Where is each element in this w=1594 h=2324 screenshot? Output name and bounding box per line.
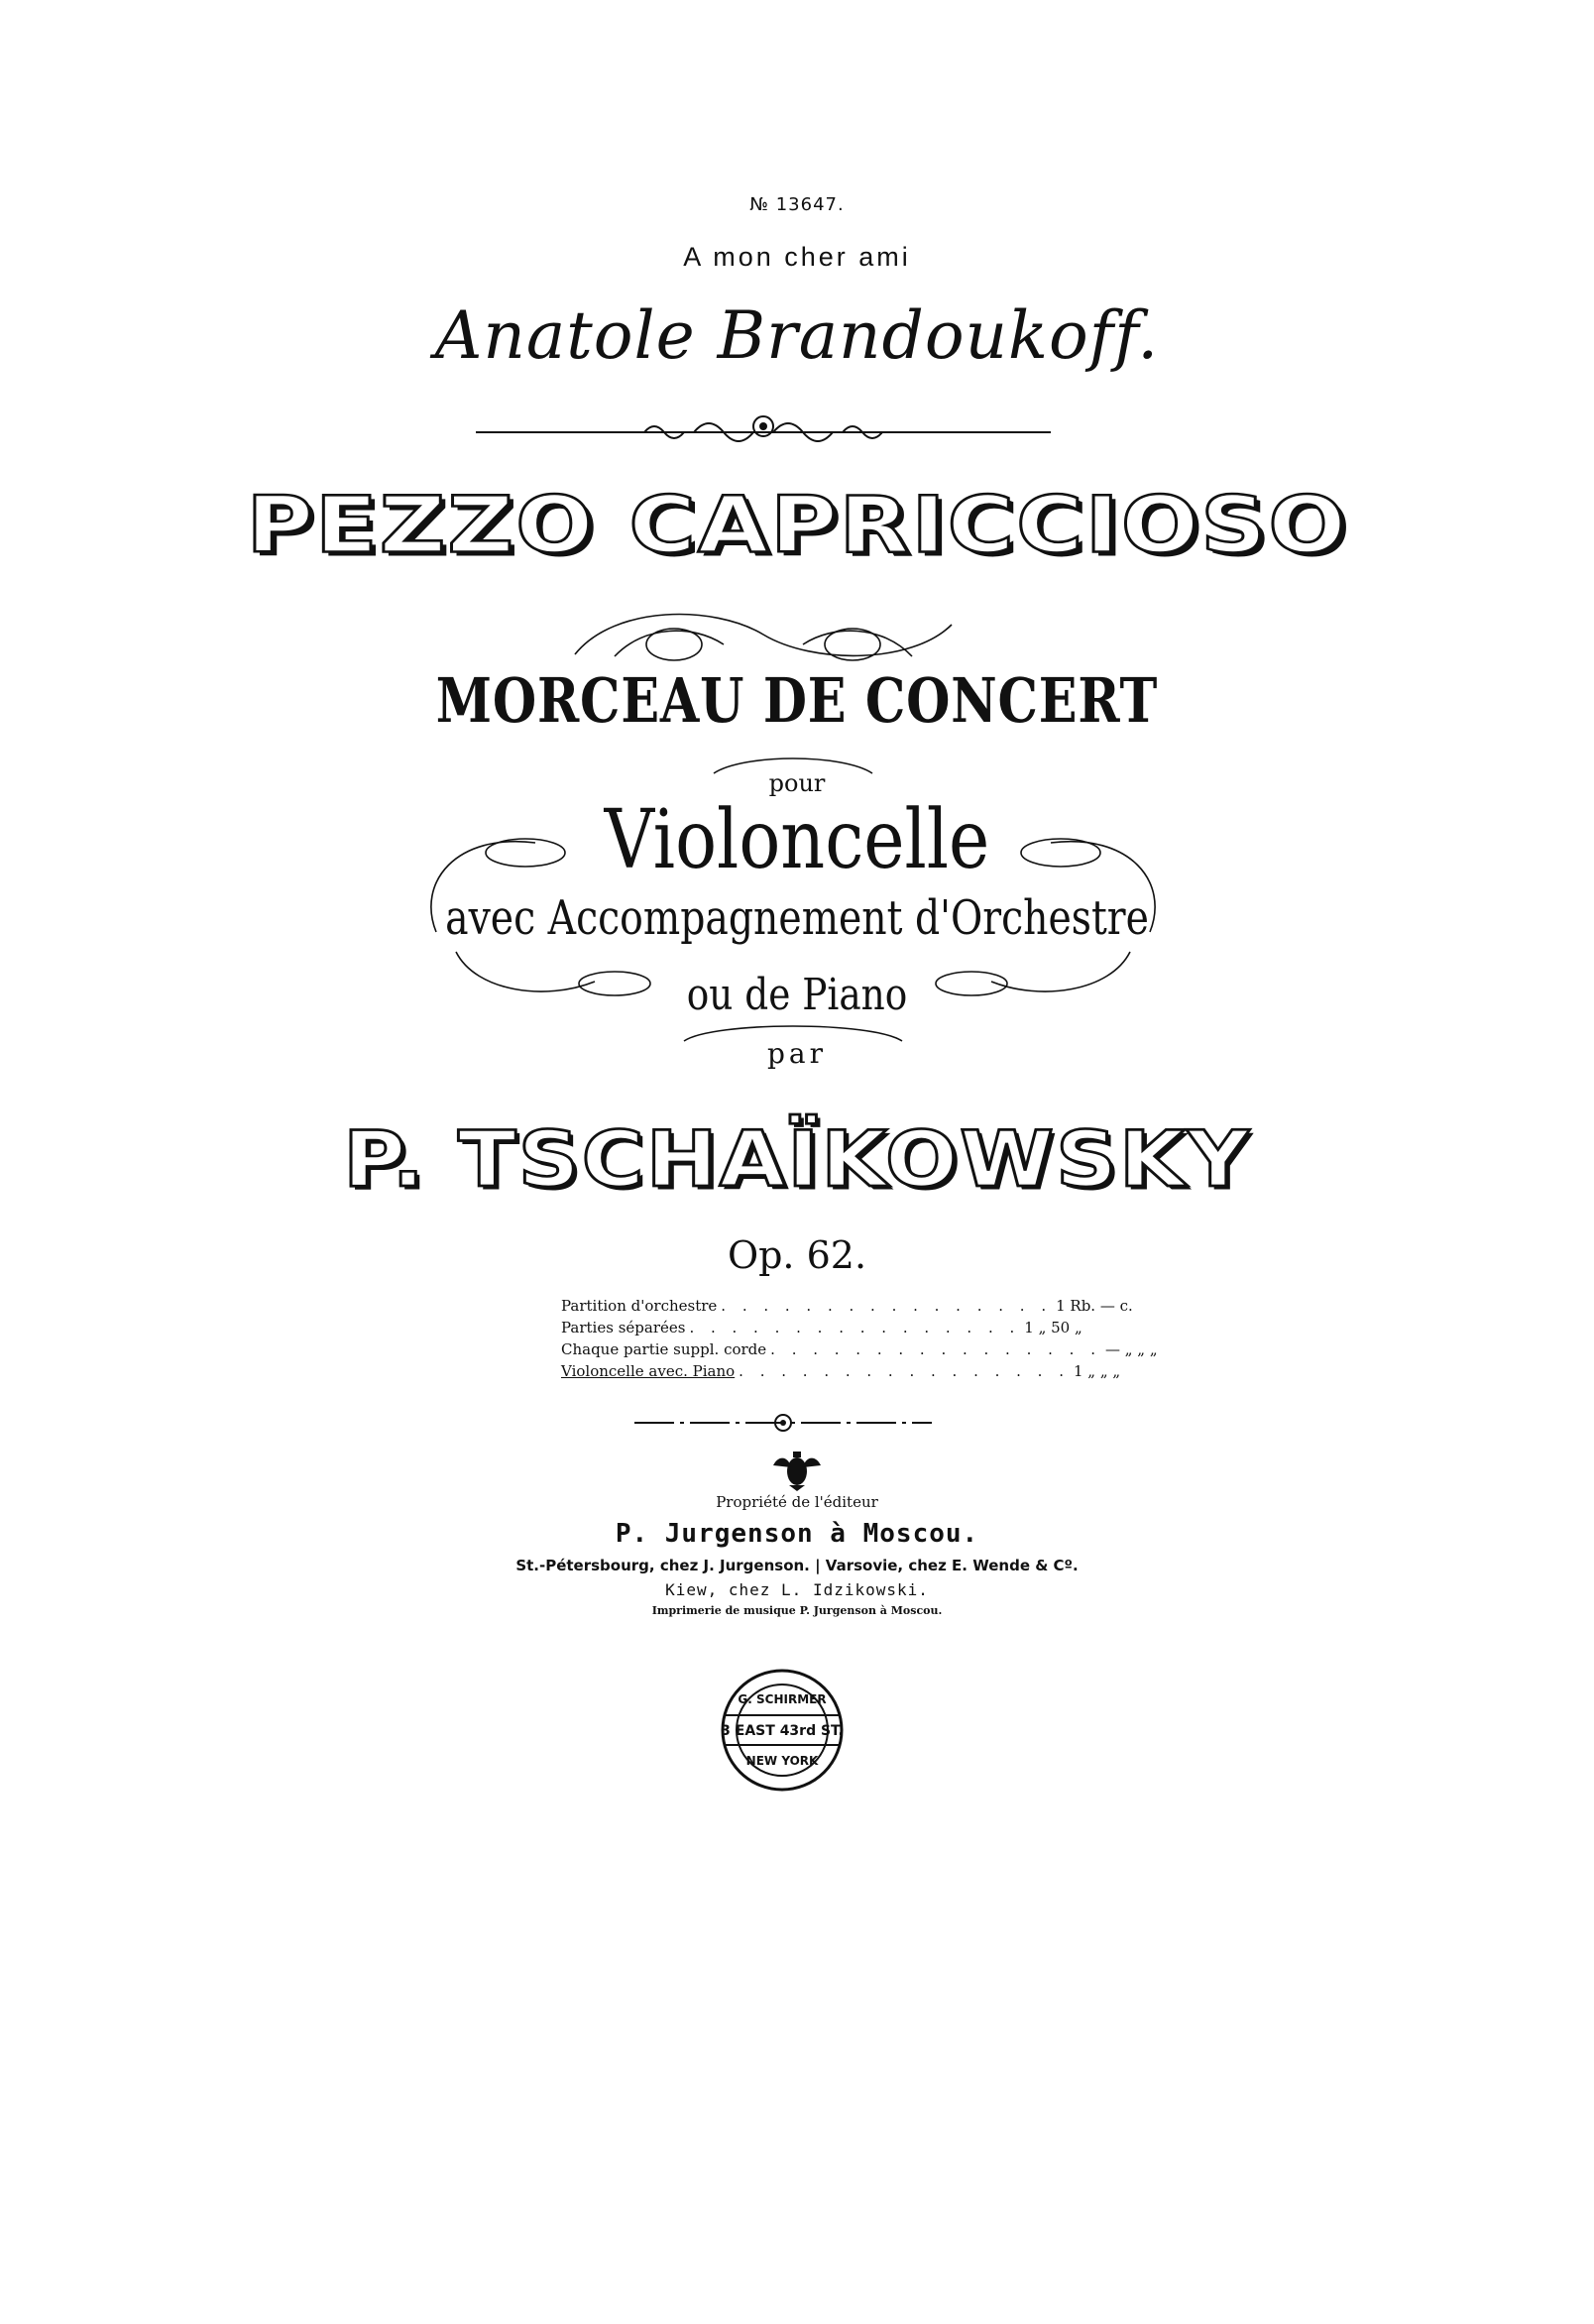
subtitle: MORCEAU DE CONCERT: [435, 664, 1159, 737]
price-row: [561, 1338, 1158, 1360]
price-row: [561, 1360, 1121, 1382]
library-stamp: [718, 1666, 847, 1795]
opus-number: Op. 62.: [727, 1233, 867, 1277]
flourish-subtitle: [555, 595, 971, 674]
publisher-branches: St.-Pétersbourg, chez J. Jurgenson. | Varsovie, chez E. Wende & Cº.: [515, 1557, 1079, 1574]
dedicatee-name: Anatole Brandoukoff.: [434, 297, 1160, 374]
stamp-middle-text: 3 EAST 43rd ST.: [721, 1723, 844, 1739]
plate-number: № 13647.: [749, 194, 845, 215]
publisher-kiev: Kiew, chez L. Idzikowski.: [665, 1580, 929, 1599]
pour-label: pour: [768, 769, 826, 797]
eagle-emblem-icon: [769, 1448, 825, 1491]
price-label: Partition d'orchestre: [561, 1297, 718, 1315]
price-label: Chaque partie suppl. corde: [561, 1340, 767, 1358]
instrument-name: Violoncelle: [604, 793, 990, 887]
price-label: Violoncelle avec. Piano: [561, 1362, 736, 1380]
composer-name: P. TSCHAÏKOWSKY: [343, 1115, 1251, 1205]
printer-line: Imprimerie de musique P. Jurgenson à Moscou.: [651, 1604, 943, 1617]
publisher-note: Propriété de l'éditeur: [716, 1493, 878, 1511]
alternative-instrument: ou de Piano: [686, 970, 908, 1020]
stamp-top-text: G. SCHIRMER: [738, 1692, 827, 1706]
price-leader: . . . . . . . . . . . . . . . .: [770, 1340, 1101, 1358]
flourish-instrument-frame: [416, 754, 1170, 1071]
price-table: [561, 1295, 1158, 1382]
dedication-line: A mon cher ami: [683, 242, 911, 272]
price-leader: . . . . . . . . . . . . . . . .: [689, 1319, 1021, 1336]
publisher-name: P. Jurgenson à Moscou.: [615, 1519, 979, 1549]
price-row: [561, 1317, 1082, 1338]
ornament-rule-top: [466, 407, 1061, 456]
price-value: 1 Rb. — c.: [1056, 1297, 1133, 1315]
price-value: — „ „ „: [1104, 1340, 1158, 1358]
ornament-divider: [634, 1408, 932, 1438]
price-row: [561, 1295, 1133, 1317]
title-main: PEZZO CAPRICCIOSO: [246, 480, 1348, 570]
stamp-bottom-text: NEW YORK: [745, 1754, 819, 1768]
price-leader: . . . . . . . . . . . . . . . .: [721, 1297, 1053, 1315]
accompaniment-line: avec Accompagnement d'Orchestre: [445, 890, 1149, 946]
price-label: Parties séparées: [561, 1319, 686, 1336]
price-value: 1 „ „ „: [1073, 1362, 1121, 1380]
by-label: par: [766, 1037, 827, 1070]
price-value: 1 „ 50 „: [1024, 1319, 1082, 1336]
price-leader: . . . . . . . . . . . . . . . .: [739, 1362, 1070, 1380]
